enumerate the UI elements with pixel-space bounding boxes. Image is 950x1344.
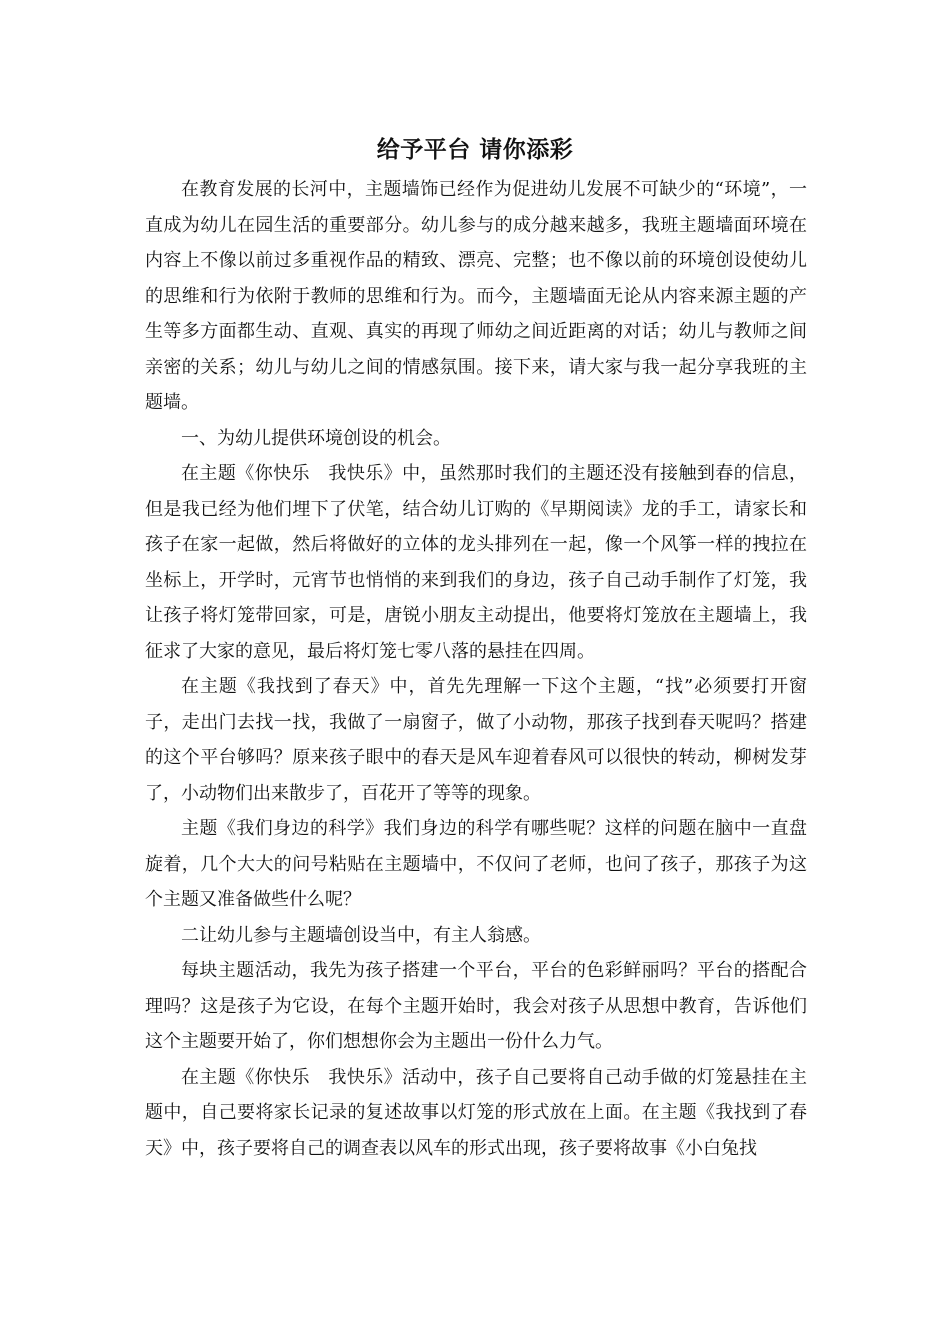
paragraph: 在主题《你快乐 我快乐》活动中，孩子自己要将自己动手做的灯笼悬挂在主题中，自己要将家长记录的复述故事以灯笼的形式放在上面。在主题《我找到了春天》中，孩子要将自己的调查表以风车的形式出现，孩子要将故事《小白兔找 xyxy=(145,1066,807,1159)
paragraph: 在教育发展的长河中，主题墙饰已经作为促进幼儿发展不可缺少的“环境”，一直成为幼儿在园生活的重要部分。幼儿参与的成分越来越多，我班主题墙面环境在内容上不像以前过多重视作品的精致、漂亮、完整；也不像以前的环境创设使幼儿的思维和行为依附于教师的思维和行为。而今，主题墙面无论从内容来源主题的产生等多方面都生动、直观、真实的再现了师幼之间近距离的对话；幼儿与教师之间亲密的关系；幼儿与幼儿之间的情感氛围。接下来，请大家与我一起分享我班的主题墙。 xyxy=(145,179,807,413)
paragraph: 主题《我们身边的科学》我们身边的科学有哪些呢？这样的问题在脑中一直盘旋着，几个大大的问号粘贴在主题墙中，不仅问了老师，也问了孩子，那孩子为这个主题又准备做些什么呢？ xyxy=(145,818,807,910)
section-heading: 一、为幼儿提供环境创设的机会。 xyxy=(181,427,451,449)
section-heading: 二让幼儿参与主题墙创设当中，有主人翁感。 xyxy=(181,924,541,946)
paragraph: 每块主题活动，我先为孩子搭建一个平台，平台的色彩鲜丽吗？平台的搭配合理吗？这是孩子为它设，在每个主题开始时，我会对孩子从思想中教育，告诉他们这个主题要开始了，你们想想你会为主题出一份什么力气。 xyxy=(145,960,807,1052)
document-body xyxy=(145,172,807,1166)
paragraph: 在主题《你快乐 我快乐》中，虽然那时我们的主题还没有接触到春的信息，但是我已经为他们埋下了伏笔，结合幼儿订购的《早期阅读》龙的手工，请家长和孩子在家一起做，然后将做好的立体的龙头排列在一起，像一个风筝一样的拽拉在坐标上，开学时，元宵节也悄悄的来到我们的身边，孩子自己动手制作了灯笼，我让孩子将灯笼带回家，可是，唐锐小朋友主动提出，他要将灯笼放在主题墙上，我征求了大家的意见，最后将灯笼七零八落的悬挂在四周。 xyxy=(145,463,807,662)
document-title: 给予平台 请你添彩 xyxy=(376,136,574,163)
paragraph: 在主题《我找到了春天》中，首先先理解一下这个主题，“找”必须要打开窗子，走出门去找一找，我做了一扇窗子，做了小动物，那孩子找到春天呢吗？搭建的这个平台够吗？原来孩子眼中的春天是风车迎着春风可以很快的转动，柳树发芽了，小动物们出来散步了，百花开了等等的现象。 xyxy=(145,676,807,804)
